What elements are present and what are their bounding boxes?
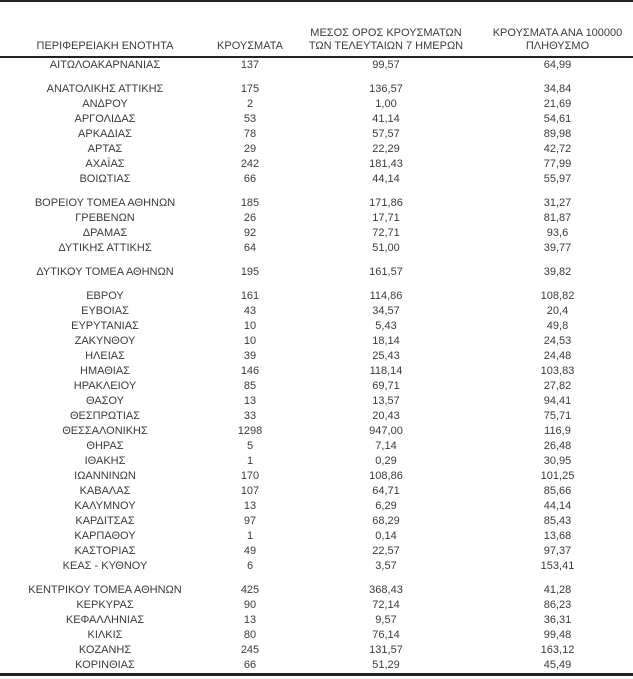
per100k-cell: 86,23 xyxy=(543,599,572,611)
table-row xyxy=(0,439,633,454)
table-row xyxy=(0,529,633,544)
avg7-cell: 41,14 xyxy=(372,113,400,125)
per100k-cell: 97,37 xyxy=(543,545,572,557)
region-cell: ΚΟΡΙΝΘΙΑΣ xyxy=(75,659,135,671)
per100k-cell: 36,31 xyxy=(543,614,572,626)
region-cell: ΑΧΑΪΑΣ xyxy=(85,158,125,170)
per100k-cell: 85,43 xyxy=(543,515,572,527)
cases-cell: 185 xyxy=(240,197,260,209)
region-cell: ΕΒΡΟΥ xyxy=(86,290,124,302)
cases-cell: 33 xyxy=(243,410,257,422)
avg7-cell: 181,43 xyxy=(369,158,403,170)
per100k-cell: 163,12 xyxy=(540,644,575,656)
table-row xyxy=(0,499,633,514)
per100k-cell: 153,41 xyxy=(540,560,575,572)
cases-cell: 85 xyxy=(243,380,257,392)
avg7-cell: 7,14 xyxy=(375,440,397,452)
avg7-cell: 22,29 xyxy=(372,143,400,155)
region-cell: ΙΩΑΝΝΙΝΩΝ xyxy=(74,470,136,482)
region-cell: ΕΥΒΟΙΑΣ xyxy=(81,305,129,317)
region-cell: ΚΕΝΤΡΙΚΟΥ ΤΟΜΕΑ ΑΘΗΝΩΝ xyxy=(28,584,182,596)
table-row xyxy=(0,484,633,499)
cases-cell: 242 xyxy=(240,158,260,170)
per100k-cell: 85,66 xyxy=(543,485,572,497)
per100k-cell: 39,77 xyxy=(543,242,572,254)
spacer-cell xyxy=(0,280,633,289)
cases-cell: 43 xyxy=(243,305,257,317)
avg7-cell: 22,57 xyxy=(372,545,400,557)
per100k-cell: 49,8 xyxy=(546,320,569,332)
avg7-cell: 17,71 xyxy=(372,212,400,224)
header-cases xyxy=(210,1,290,57)
per100k-cell: 75,71 xyxy=(543,410,572,422)
per100k-cell: 13,68 xyxy=(543,530,572,542)
region-cell: ΘΗΡΑΣ xyxy=(86,440,124,452)
cases-cell: 66 xyxy=(243,173,257,185)
region-cell: ΚΕΡΚΥΡΑΣ xyxy=(76,599,134,611)
region-cell: ΚΑΡΠΑΘΟΥ xyxy=(74,530,136,542)
cases-cell: 13 xyxy=(243,500,257,512)
table-row xyxy=(0,157,633,172)
spacer-cell xyxy=(0,187,633,196)
table-row xyxy=(0,469,633,484)
spacer-row xyxy=(0,280,633,289)
region-cell: ΚΙΛΚΙΣ xyxy=(87,629,123,641)
region-cell: ΚΕΑΣ - ΚΥΘΝΟΥ xyxy=(62,560,148,572)
per100k-cell: 20,4 xyxy=(546,305,569,317)
region-cell: ΑΡΓΟΛΙΔΑΣ xyxy=(74,113,136,125)
table-row xyxy=(0,265,633,280)
region-cell: ΑΡΚΑΔΙΑΣ xyxy=(78,128,132,140)
region-cell: ΗΡΑΚΛΕΙΟΥ xyxy=(73,380,137,392)
cases-cell: 245 xyxy=(240,644,260,656)
avg7-cell: 99,57 xyxy=(372,59,400,71)
cases-cell: 170 xyxy=(240,470,260,482)
header-per100k-line1: ΚΡΟΥΣΜΑΤΑ ΑΝΑ 100000 xyxy=(492,27,623,39)
table-header-row xyxy=(0,1,633,57)
region-cell: ΑΡΤΑΣ xyxy=(87,143,123,155)
avg7-cell: 131,57 xyxy=(369,644,403,656)
per100k-cell: 31,27 xyxy=(543,197,572,209)
region-cell: ΖΑΚΥΝΘΟΥ xyxy=(74,335,136,347)
table-row xyxy=(0,226,633,241)
cases-cell: 1 xyxy=(246,455,254,467)
region-cell: ΑΙΤΩΛΟΑΚΑΡΝΑΝΙΑΣ xyxy=(49,59,161,71)
avg7-cell: 34,57 xyxy=(372,305,400,317)
cases-cell: 425 xyxy=(240,584,260,596)
table-row xyxy=(0,583,633,598)
spacer-cell xyxy=(0,574,633,583)
header-per100k-line2: ΠΛΗΘΥΣΜΟ xyxy=(525,40,590,52)
table-row xyxy=(0,319,633,334)
table-body xyxy=(0,57,633,675)
cases-cell: 13 xyxy=(243,395,257,407)
table-row xyxy=(0,598,633,613)
header-per100k xyxy=(482,1,633,57)
region-cell: ΚΕΦΑΛΛΗΝΙΑΣ xyxy=(65,614,145,626)
region-cell: ΑΝΔΡΟΥ xyxy=(82,98,128,110)
region-cell: ΚΑΡΔΙΤΣΑΣ xyxy=(75,515,135,527)
region-cell: ΓΡΕΒΕΝΩΝ xyxy=(75,212,135,224)
table-row xyxy=(0,196,633,211)
per100k-cell: 99,48 xyxy=(543,629,572,641)
table-row xyxy=(0,364,633,379)
per100k-cell: 101,25 xyxy=(540,470,575,482)
header-cases-label: ΚΡΟΥΣΜΑΤΑ xyxy=(217,40,283,52)
per100k-cell: 116,9 xyxy=(544,425,571,437)
cases-cell: 107 xyxy=(240,485,260,497)
avg7-cell: 51,00 xyxy=(372,242,400,254)
cases-cell: 80 xyxy=(243,629,257,641)
per100k-cell: 64,99 xyxy=(543,59,572,71)
cases-cell: 78 xyxy=(243,128,257,140)
region-cell: ΘΕΣΠΡΩΤΙΑΣ xyxy=(69,410,141,422)
header-region-label: ΠΕΡΙΦΕΡΕΙΑΚΗ ΕΝΟΤΗΤΑ xyxy=(36,40,174,52)
per100k-cell: 89,98 xyxy=(543,128,572,140)
per100k-cell: 24,53 xyxy=(543,335,572,347)
table-row xyxy=(0,514,633,529)
table-row xyxy=(0,211,633,226)
table-row xyxy=(0,57,633,73)
table-row xyxy=(0,544,633,559)
per100k-cell: 55,97 xyxy=(543,173,572,185)
avg7-cell: 114,86 xyxy=(369,290,403,302)
cases-cell: 137 xyxy=(240,59,260,71)
per100k-cell: 41,28 xyxy=(543,584,572,596)
per100k-cell: 77,99 xyxy=(543,158,572,170)
cases-cell: 2 xyxy=(246,98,254,110)
region-cell: ΔΥΤΙΚΟΥ ΤΟΜΕΑ ΑΘΗΝΩΝ xyxy=(36,266,174,278)
per100k-cell: 39,82 xyxy=(543,266,572,278)
avg7-cell: 368,43 xyxy=(369,584,403,596)
cases-cell: 175 xyxy=(240,83,260,95)
per100k-cell: 26,48 xyxy=(543,440,572,452)
avg7-cell: 9,57 xyxy=(375,614,397,626)
avg7-cell: 136,57 xyxy=(369,83,403,95)
avg7-cell: 947,00 xyxy=(369,425,403,437)
per100k-cell: 45,49 xyxy=(543,659,572,671)
cases-cell: 92 xyxy=(243,227,257,239)
table-row xyxy=(0,172,633,187)
region-cell: ΔΥΤΙΚΗΣ ΑΤΤΙΚΗΣ xyxy=(58,242,152,254)
region-cell: ΚΟΖΑΝΗΣ xyxy=(78,644,132,656)
table-row xyxy=(0,127,633,142)
avg7-cell: 118,14 xyxy=(369,365,403,377)
header-avg7 xyxy=(290,1,482,57)
avg7-cell: 6,29 xyxy=(375,500,397,512)
spacer-cell xyxy=(0,73,633,82)
avg7-cell: 0,29 xyxy=(375,455,397,467)
avg7-cell: 20,43 xyxy=(372,410,400,422)
cases-cell: 66 xyxy=(243,659,257,671)
cases-cell: 53 xyxy=(243,113,257,125)
spacer-row xyxy=(0,574,633,583)
region-cell: ΒΟΡΕΙΟΥ ΤΟΜΕΑ ΑΘΗΝΩΝ xyxy=(34,197,176,209)
table-row xyxy=(0,559,633,574)
avg7-cell: 161,57 xyxy=(369,266,403,278)
spacer-cell xyxy=(0,256,633,265)
region-cell: ΘΑΣΟΥ xyxy=(85,395,125,407)
cases-cell: 1 xyxy=(246,530,254,542)
avg7-cell: 57,57 xyxy=(372,128,400,140)
avg7-cell: 76,14 xyxy=(372,629,400,641)
avg7-cell: 3,57 xyxy=(375,560,397,572)
per100k-cell: 93,6 xyxy=(546,227,569,239)
table-header xyxy=(0,1,633,57)
cases-cell: 13 xyxy=(243,614,257,626)
cases-cell: 5 xyxy=(246,440,254,452)
table-row xyxy=(0,82,633,97)
per100k-cell: 94,41 xyxy=(543,395,572,407)
table-row xyxy=(0,628,633,643)
per100k-cell: 81,87 xyxy=(543,212,572,224)
per100k-cell: 54,61 xyxy=(543,113,572,125)
region-cell: ΚΑΛΥΜΝΟΥ xyxy=(74,500,136,512)
per100k-cell: 34,84 xyxy=(543,83,572,95)
cases-cell: 161 xyxy=(240,290,260,302)
region-cell: ΕΥΡΥΤΑΝΙΑΣ xyxy=(71,320,139,332)
per100k-cell: 21,69 xyxy=(543,98,572,110)
spacer-row xyxy=(0,187,633,196)
avg7-cell: 64,71 xyxy=(372,485,400,497)
per100k-cell: 44,14 xyxy=(543,500,572,512)
header-avg7-line2: ΤΩΝ ΤΕΛΕΥΤΑΙΩΝ 7 ΗΜΕΡΩΝ xyxy=(308,40,464,52)
cases-cell: 195 xyxy=(240,266,260,278)
per100k-cell: 27,82 xyxy=(543,380,572,392)
table-row xyxy=(0,613,633,628)
region-cell: ΚΑΒΑΛΑΣ xyxy=(79,485,131,497)
table-row xyxy=(0,394,633,409)
per100k-cell: 42,72 xyxy=(543,143,572,155)
per100k-cell: 103,83 xyxy=(540,365,575,377)
table-row xyxy=(0,379,633,394)
avg7-cell: 69,71 xyxy=(372,380,400,392)
avg7-cell: 18,14 xyxy=(372,335,400,347)
cases-cell: 1298 xyxy=(237,425,263,437)
avg7-cell: 72,71 xyxy=(372,227,400,239)
region-cell: ΚΑΣΤΟΡΙΑΣ xyxy=(74,545,136,557)
table-row xyxy=(0,289,633,304)
avg7-cell: 44,14 xyxy=(372,173,400,185)
spacer-row xyxy=(0,256,633,265)
table-row xyxy=(0,334,633,349)
region-cell: ΘΕΣΣΑΛΟΝΙΚΗΣ xyxy=(62,425,148,437)
region-cell: ΑΝΑΤΟΛΙΚΗΣ ΑΤΤΙΚΗΣ xyxy=(46,83,164,95)
table-row xyxy=(0,643,633,658)
avg7-cell: 72,14 xyxy=(372,599,400,611)
cases-cell: 26 xyxy=(243,212,257,224)
cases-cell: 49 xyxy=(243,545,257,557)
per100k-cell: 108,82 xyxy=(540,290,575,302)
avg7-cell: 171,86 xyxy=(369,197,403,209)
avg7-cell: 13,57 xyxy=(372,395,400,407)
region-cell: ΗΜΑΘΙΑΣ xyxy=(80,365,130,377)
cases-cell: 10 xyxy=(243,320,257,332)
cases-cell: 39 xyxy=(243,350,257,362)
table-row xyxy=(0,97,633,112)
cases-cell: 6 xyxy=(246,560,254,572)
avg7-cell: 5,43 xyxy=(375,320,397,332)
cases-cell: 29 xyxy=(243,143,257,155)
table-row xyxy=(0,454,633,469)
spacer-row xyxy=(0,73,633,82)
avg7-cell: 1,00 xyxy=(375,98,397,110)
cases-cell: 10 xyxy=(243,335,257,347)
avg7-cell: 25,43 xyxy=(372,350,400,362)
region-cell: ΒΟΙΩΤΙΑΣ xyxy=(79,173,131,185)
cases-cell: 146 xyxy=(240,365,260,377)
table-row xyxy=(0,424,633,439)
per100k-cell: 24,48 xyxy=(543,350,572,362)
avg7-cell: 108,86 xyxy=(369,470,403,482)
region-cell: ΗΛΕΙΑΣ xyxy=(85,350,125,362)
table-row xyxy=(0,349,633,364)
table-row xyxy=(0,409,633,424)
cases-cell: 90 xyxy=(243,599,257,611)
avg7-cell: 68,29 xyxy=(372,515,400,527)
table-row xyxy=(0,658,633,675)
table-row xyxy=(0,304,633,319)
region-cell: ΔΡΑΜΑΣ xyxy=(82,227,128,239)
table-row xyxy=(0,241,633,256)
cases-cell: 97 xyxy=(243,515,257,527)
avg7-cell: 0,14 xyxy=(375,530,397,542)
header-avg7-line1: ΜΕΣΟΣ ΟΡΟΣ ΚΡΟΥΣΜΑΤΩΝ xyxy=(310,27,462,39)
cases-cell: 64 xyxy=(243,242,257,254)
region-cell: ΙΘΑΚΗΣ xyxy=(84,455,126,467)
header-region xyxy=(0,1,210,57)
per100k-cell: 30,95 xyxy=(543,455,572,467)
table-row xyxy=(0,112,633,127)
avg7-cell: 51,29 xyxy=(372,659,400,671)
table-row xyxy=(0,142,633,157)
